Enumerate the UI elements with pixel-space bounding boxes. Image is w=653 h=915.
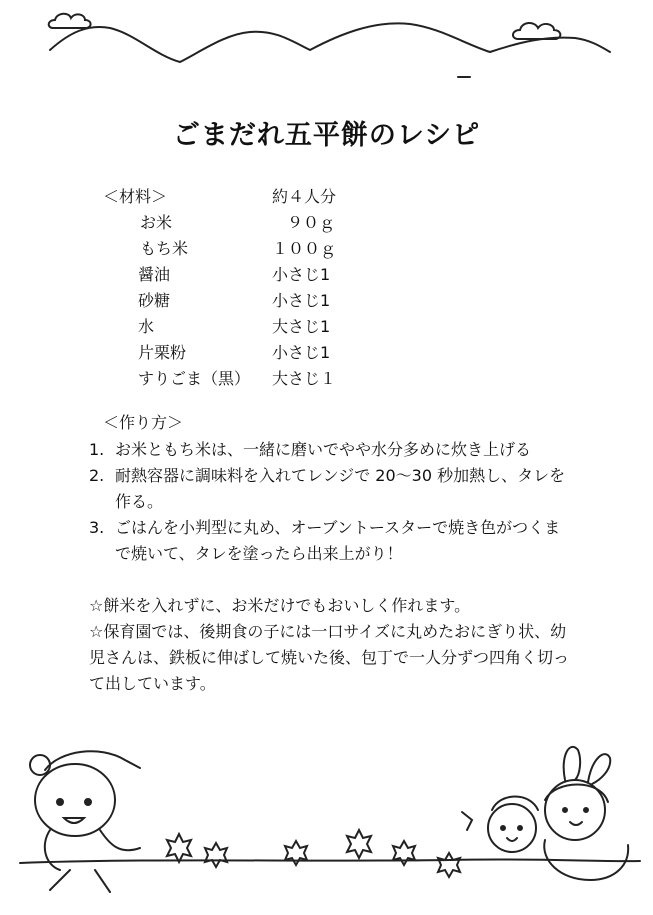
ingredient-amount: 小さじ1 bbox=[272, 343, 331, 362]
ingredient-name: 水 bbox=[138, 317, 155, 336]
step-number: 3. bbox=[89, 518, 105, 537]
ingredient-name: 片栗粉 bbox=[138, 343, 187, 362]
children-flowers-illustration bbox=[0, 730, 653, 915]
ingredient-amount: ９０ｇ bbox=[287, 213, 336, 232]
servings-label: 約４人分 bbox=[272, 187, 337, 206]
ingredient-amount: 小さじ1 bbox=[272, 265, 331, 284]
step-text: お米ともち米は、一緒に磨いでやや水分多めに炊き上げる bbox=[115, 440, 532, 459]
step-number: 2. bbox=[89, 466, 105, 485]
ingredient-amount: 小さじ1 bbox=[272, 291, 331, 310]
ingredient-name: お米 bbox=[140, 213, 173, 232]
ingredients-header: ＜材料＞ bbox=[103, 187, 168, 206]
note-text: ☆餅米を入れずに、お米だけでもおいしく作れます。 bbox=[89, 596, 471, 615]
method-header: ＜作り方＞ bbox=[103, 413, 184, 432]
ingredient-amount: 大さじ1 bbox=[272, 317, 331, 336]
page-title: ごまだれ五平餅のレシピ bbox=[172, 120, 481, 151]
ingredient-name: もち米 bbox=[140, 239, 189, 258]
step-number: 1. bbox=[89, 440, 105, 459]
step-text: ごはんを小判型に丸め、オーブントースターで焼き色がつくまで焼いて、タレを塗ったら出来上がり！ bbox=[115, 518, 561, 563]
ingredient-amount: 大さじ１ bbox=[272, 369, 337, 388]
ingredient-name: 砂糖 bbox=[138, 291, 171, 310]
ingredient-name: 醤油 bbox=[138, 265, 171, 284]
ingredient-amount: １００ｇ bbox=[272, 239, 337, 258]
note-text: ☆保育園では、後期食の子には一口サイズに丸めたおにぎり状、幼児さんは、鉄板に伸ばして焼いた後、包丁で一人分ずつ四角く切って出しています。 bbox=[89, 622, 570, 693]
step-text: 耐熱容器に調味料を入れてレンジで 20～30 秒加熱し、タレを作る。 bbox=[115, 466, 566, 511]
ingredient-name: すりごま（黒） bbox=[138, 369, 251, 388]
hills-clouds-illustration bbox=[0, 0, 653, 80]
